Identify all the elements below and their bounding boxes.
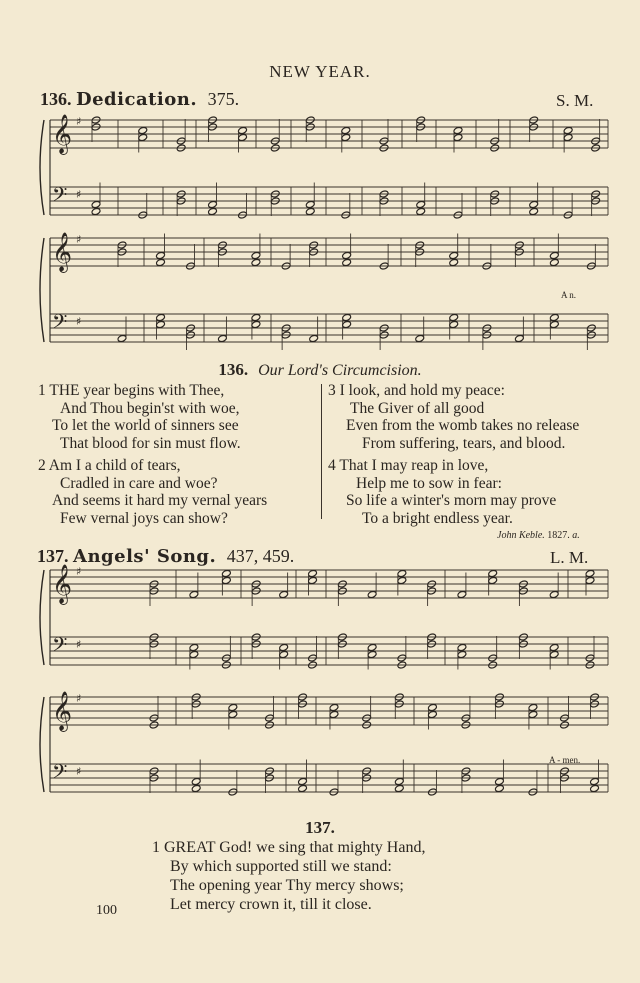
note [279,643,289,669]
note [362,696,372,729]
bass-clef-icon: 𝄢 [52,310,68,339]
column-divider [321,384,322,519]
note [394,760,404,793]
note [251,234,261,267]
tune-137-meter: L. M. [550,548,589,567]
treble-staff [50,691,608,732]
note [308,569,318,595]
system-brace [40,120,44,215]
note [341,126,351,152]
note [251,313,261,339]
verse-line: Let mercy crown it, till it close. [170,896,372,913]
note [265,696,275,729]
verse-line: The Giver of all good [350,399,485,417]
key-signature-sharp-icon: ♯ [76,638,82,652]
page-number: 100 [96,903,117,918]
bass-staff [50,183,608,220]
note [449,313,459,339]
note [279,573,289,599]
note [528,703,538,729]
hymn-137-title [0,818,640,838]
verse-1 [38,382,241,452]
note [457,573,467,599]
treble-staff [50,564,608,606]
tune-name: Angels' Song. [73,546,217,567]
note [189,573,199,599]
note [549,234,559,267]
note [189,643,199,669]
treble-clef-icon: 𝄞 [52,564,73,605]
treble-clef-icon: 𝄞 [52,114,73,155]
note [488,636,498,669]
verse-line: By which supported still we stand: [170,858,392,875]
verse-line: That blood for sin must flow. [60,434,241,452]
note [176,119,186,152]
verse-line: 3 I look, and hold my peace: [328,382,505,399]
attribution [497,530,580,541]
system-brace [40,697,44,792]
tune-136-system-2 [40,232,608,350]
note [342,234,352,267]
key-signature-sharp-icon: ♯ [76,565,82,578]
note [529,183,539,216]
note [367,643,377,669]
key-signature-sharp-icon: ♯ [76,115,82,128]
note [329,703,339,729]
note [117,317,127,343]
verse-line: The opening year Thy mercy shows; [170,877,404,894]
key-signature-sharp-icon: ♯ [76,315,82,329]
treble-staff [50,232,608,273]
note [490,119,500,152]
note [585,569,595,595]
attribution-year: 1827. [547,530,570,541]
hymn-136-title [0,360,640,380]
note [495,760,505,793]
verse-line: And Thou begin'st with woe, [60,399,240,417]
bass-staff [50,633,608,670]
note [305,183,315,216]
note [591,119,601,152]
tune-number: 137. [37,546,69,566]
note [208,183,218,216]
note [590,760,600,793]
note [415,317,425,343]
hymn-number: 137. [305,818,335,837]
verse-line: Few vernal joys can show? [60,509,228,527]
note [309,317,319,343]
note [270,119,280,152]
key-signature-sharp-icon: ♯ [76,188,82,202]
verse-2 [38,457,267,527]
verse-line: 1 GREAT God! we sing that mighty Hand, [152,839,426,856]
verse-line: 4 That I may reap in love, [328,457,489,474]
note [91,183,101,216]
note [238,126,248,152]
tune-refs: 437, 459. [226,546,295,566]
note [138,126,148,152]
bass-clef-icon: 𝄢 [52,633,68,662]
bass-clef-icon: 𝄢 [52,183,68,212]
note [228,703,238,729]
note [453,126,463,152]
system-brace [40,570,44,665]
note [149,696,159,729]
verse-line: To a bright endless year. [362,509,513,527]
note [549,573,559,599]
note [397,569,407,595]
note [560,696,570,729]
note [221,569,231,595]
attribution-author: John Keble. [497,530,545,541]
hymn-title-text: Our Lord's Circumcision. [258,362,422,379]
verse-line: 1 THE year begins with Thee, [38,382,225,399]
note [549,643,559,669]
verse-line: 2 Am I a child of tears, [38,457,181,474]
verse-line: And seems it hard my vernal years [52,492,268,509]
note [488,569,498,595]
verse-line: Help me to sow in fear: [356,474,502,492]
note [549,313,559,339]
section-heading: NEW YEAR. [269,62,371,81]
note [218,317,228,343]
verse-line: To let the world of sinners see [52,417,239,434]
note [563,126,573,152]
hymn-137-verse-1 [152,838,425,914]
system-brace [40,238,44,342]
treble-clef-icon: 𝄞 [52,691,73,732]
note [156,234,166,267]
verse-4 [328,457,556,527]
bass-clef-icon: 𝄢 [52,760,68,789]
tune-137-system-2 [40,691,608,796]
note [585,636,595,669]
tune-136-meter: S. M. [556,91,594,110]
key-signature-sharp-icon: ♯ [76,233,82,246]
tune-name: Dedication. [76,89,198,110]
attribution-mark: a. [572,530,580,541]
verse-line: Cradled in care and woe? [60,474,218,492]
tune-number: 136. [40,89,72,109]
note [514,317,524,343]
note [416,183,426,216]
note [367,573,377,599]
note [397,636,407,669]
note [298,760,308,793]
note [191,760,201,793]
note [342,313,352,339]
note [156,313,166,339]
note [428,703,438,729]
tune-136-system-1 [40,114,608,219]
bass-staff [50,760,608,797]
key-signature-sharp-icon: ♯ [76,692,82,705]
note [457,643,467,669]
bass-staff [50,310,608,350]
hymn-number: 136. [218,360,249,379]
verse-line: So life a winter's morn may prove [346,492,557,509]
verse-line: From suffering, tears, and blood. [362,434,566,452]
tune-137-system-1 [40,564,608,669]
note [379,119,389,152]
verse-3 [328,382,579,452]
note [449,234,459,267]
note [308,636,318,669]
tune-137-heading [37,546,294,567]
note [221,636,231,669]
key-signature-sharp-icon: ♯ [76,765,82,779]
treble-staff [50,114,608,155]
tune-136-amen-text: A n. [561,290,577,300]
note [461,696,471,729]
tune-refs: 375. [207,89,240,109]
treble-clef-icon: 𝄞 [52,232,73,273]
tune-137-amen-text: A - men. [549,755,581,765]
verse-line: Even from the womb takes no release [346,417,580,434]
